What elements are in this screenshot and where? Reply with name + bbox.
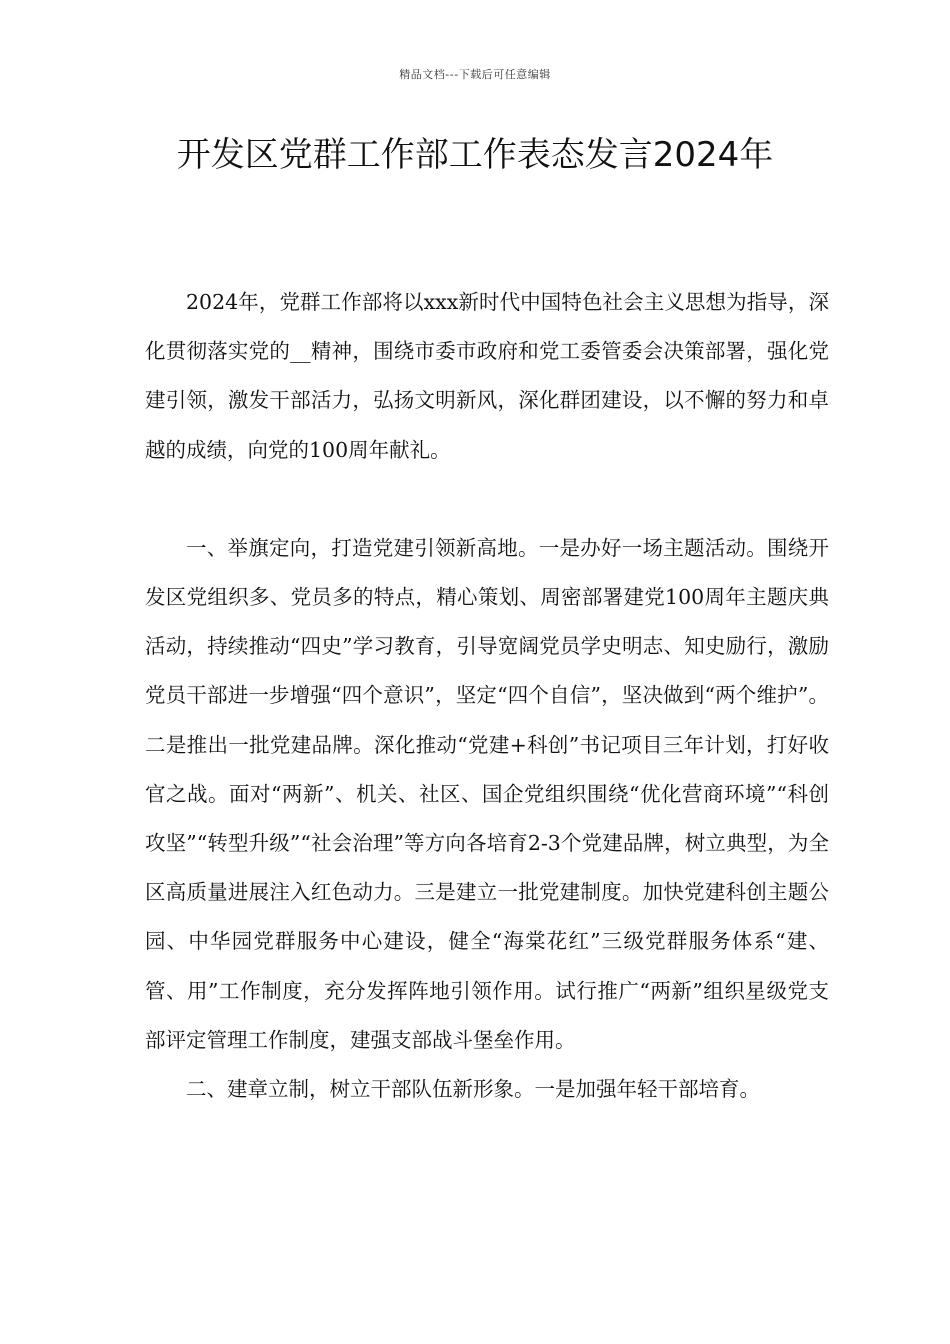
paragraph-section-two: 二、建章立制，树立干部队伍新形象。一是加强年轻干部培育。 [186,1077,760,1102]
document-title: 开发区党群工作部工作表态发言2024年 [176,135,774,175]
document-body [145,278,829,1114]
header-note: 精品文档---下载后可任意编辑 [399,68,551,81]
paragraph-intro: 2024年，党群工作部将以xxx新时代中国特色社会主义思想为指导，深化贯彻落实党的__精神，围绕市委市政府和党工委管委会决策部署，强化党建引领，激发干部活力，弘扬文明新风，深化群团建设，以不懈的努力和卓越的成绩，向党的100周年献礼。 [145,290,829,462]
paragraph-section-one: 一、举旗定向，打造党建引领新高地。一是办好一场主题活动。围绕开发区党组织多、党员多的特点，精心策划、周密部署建党100周年主题庆典活动，持续推动“四史”学习教育，引导宽阔党员学史明志、知史励行，激励党员干部进一步增强“四个意识”，坚定“四个自信”，坚决做到“两个维护”。二是推出一批党建品牌。深化推动“党建+科创”书记项目三年计划，打好收官之战。面对“两新”、机关、社区、国企党组织围绕“优化营商环境”“科创攻坚”“转型升级”“社会治理”等方向各培育2-3个党建品牌，树立典型，为全区高质量进展注入红色动力。三是建立一批党建制度。加快党建科创主题公园、中华园党群服务中心建设，健全“海棠花红”三级党群服务体系“建、管、用”工作制度，充分发挥阵地引领作用。试行推广“两新”组织星级党支部评定管理工作制度，建强支部战斗堡垒作用。 [145,535,829,1052]
